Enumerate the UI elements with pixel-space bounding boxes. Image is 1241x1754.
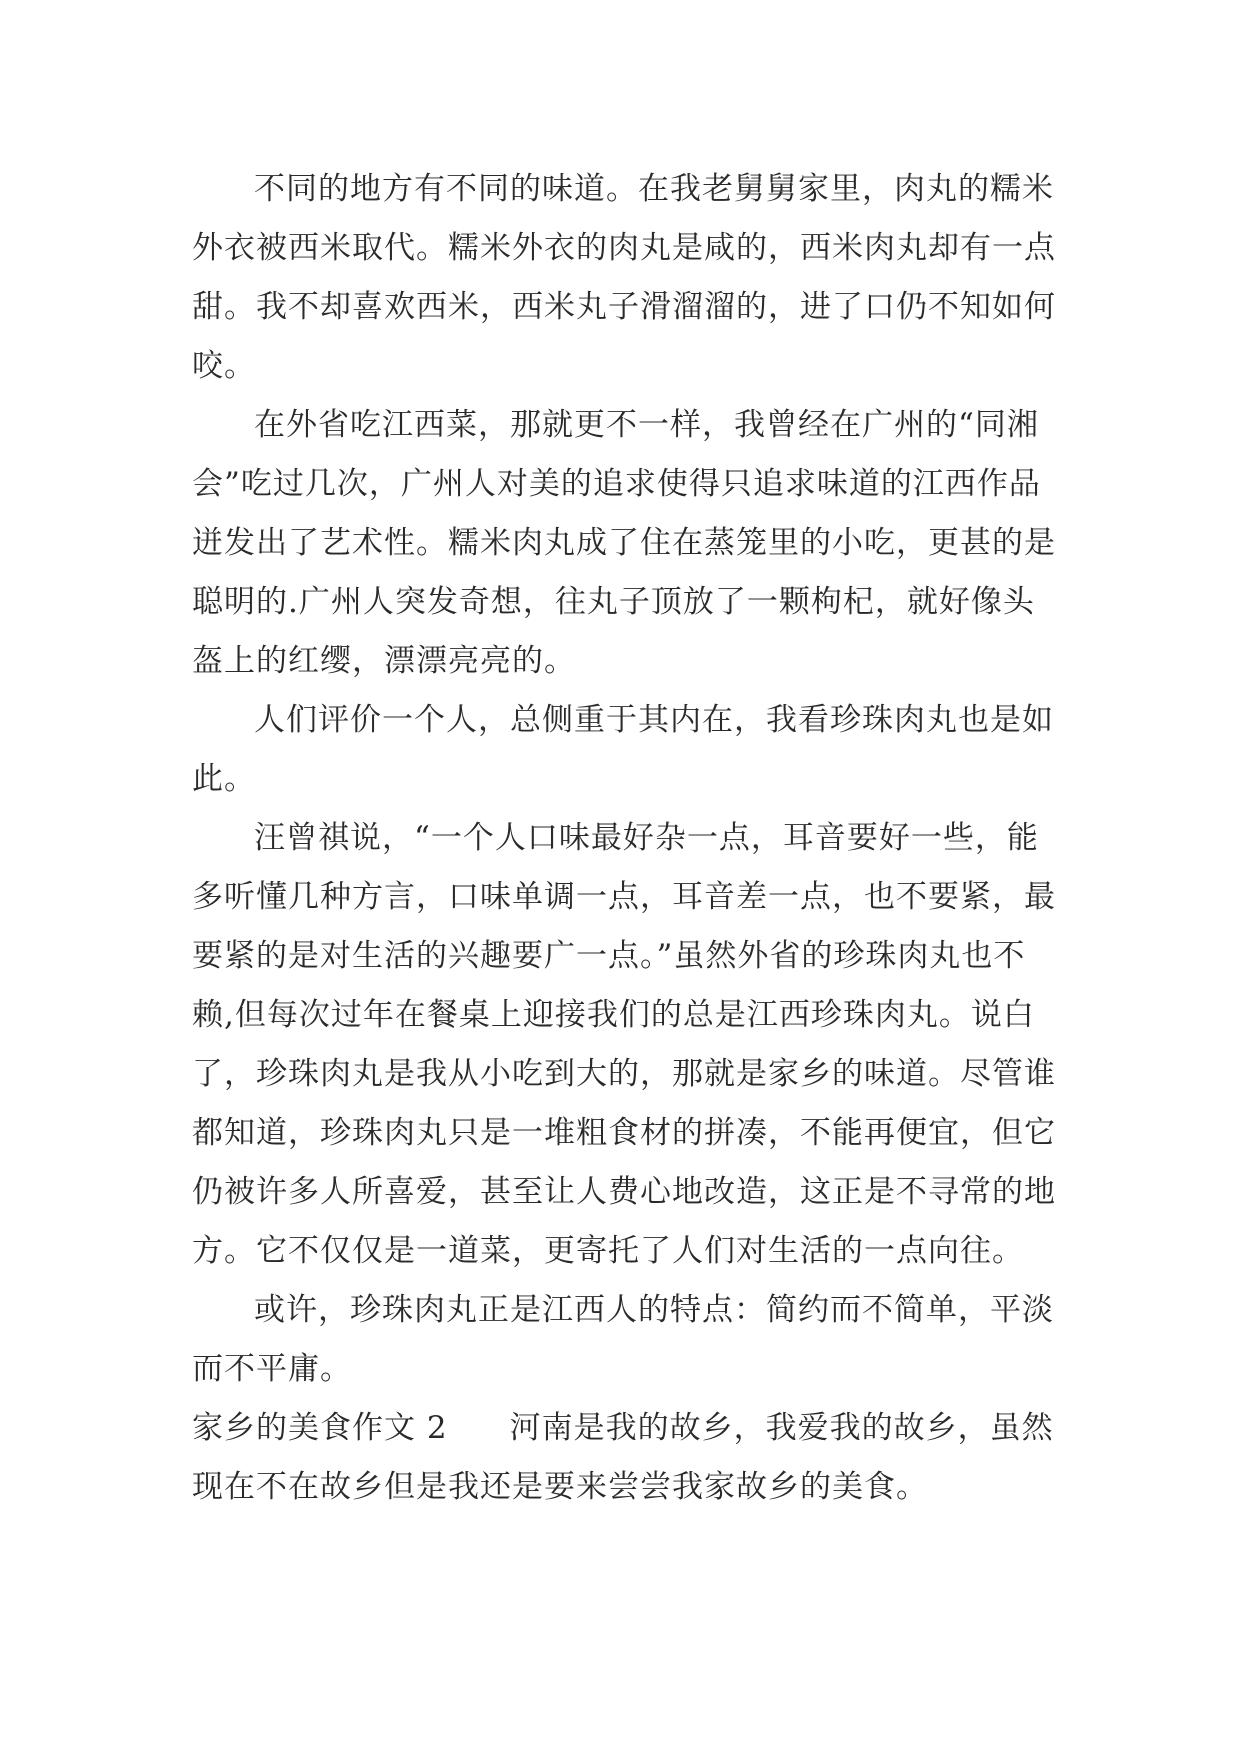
paragraph-2: 在外省吃江西菜，那就更不一样，我曾经在广州的“同湘会”吃过几次，广州人对美的追求使得只追求味道的江西作品迸发出了艺术性。糯米肉丸成了住在蒸笼里的小吃，更甚的是聪明的.广州人突发奇想，往丸子顶放了一颗枸杞，就好像头盔上的红缨，漂漂亮亮的。 [192,407,1056,679]
section-text: 河南是我的故乡，我爱我的故乡，虽然现在不在故乡但是我还是要来尝尝我家故乡的美食。 [192,1410,1054,1505]
document-body [192,160,1062,1517]
paragraph-1: 不同的地方有不同的味道。在我老舅舅家里，肉丸的糯米外衣被西米取代。糯米外衣的肉丸是咸的，西米肉丸却有一点甜。我不却喜欢西米，西米丸子滑溜溜的，进了口仍不知如何咬。 [192,171,1056,384]
section-2 [192,1399,1062,1517]
section-heading: 家乡的美食作文 2 [192,1410,448,1446]
paragraph-5: 或许，珍珠肉丸正是江西人的特点：简约而不简单，平淡而不平庸。 [192,1292,1054,1387]
paragraph-3: 人们评价一个人，总侧重于其内在，我看珍珠肉丸也是如此。 [192,702,1054,797]
paragraph-4: 汪曾祺说，“一个人口味最好杂一点，耳音要好一些，能多听懂几种方言，口味单调一点，耳音差一点，也不要紧，最要紧的是对生活的兴趣要广一点。”虽然外省的珍珠肉丸也不赖,但每次过年在餐桌上迎接我们的总是江西珍珠肉丸。说白了，珍珠肉丸是我从小吃到大的，那就是家乡的味道。尽管谁都知道，珍珠肉丸只是一堆粗食材的拼凑，不能再便宜，但它仍被许多人所喜爱，甚至让人费心地改造，这正是不寻常的地方。它不仅仅是一道菜，更寄托了人们对生活的一点向往。 [192,820,1056,1269]
